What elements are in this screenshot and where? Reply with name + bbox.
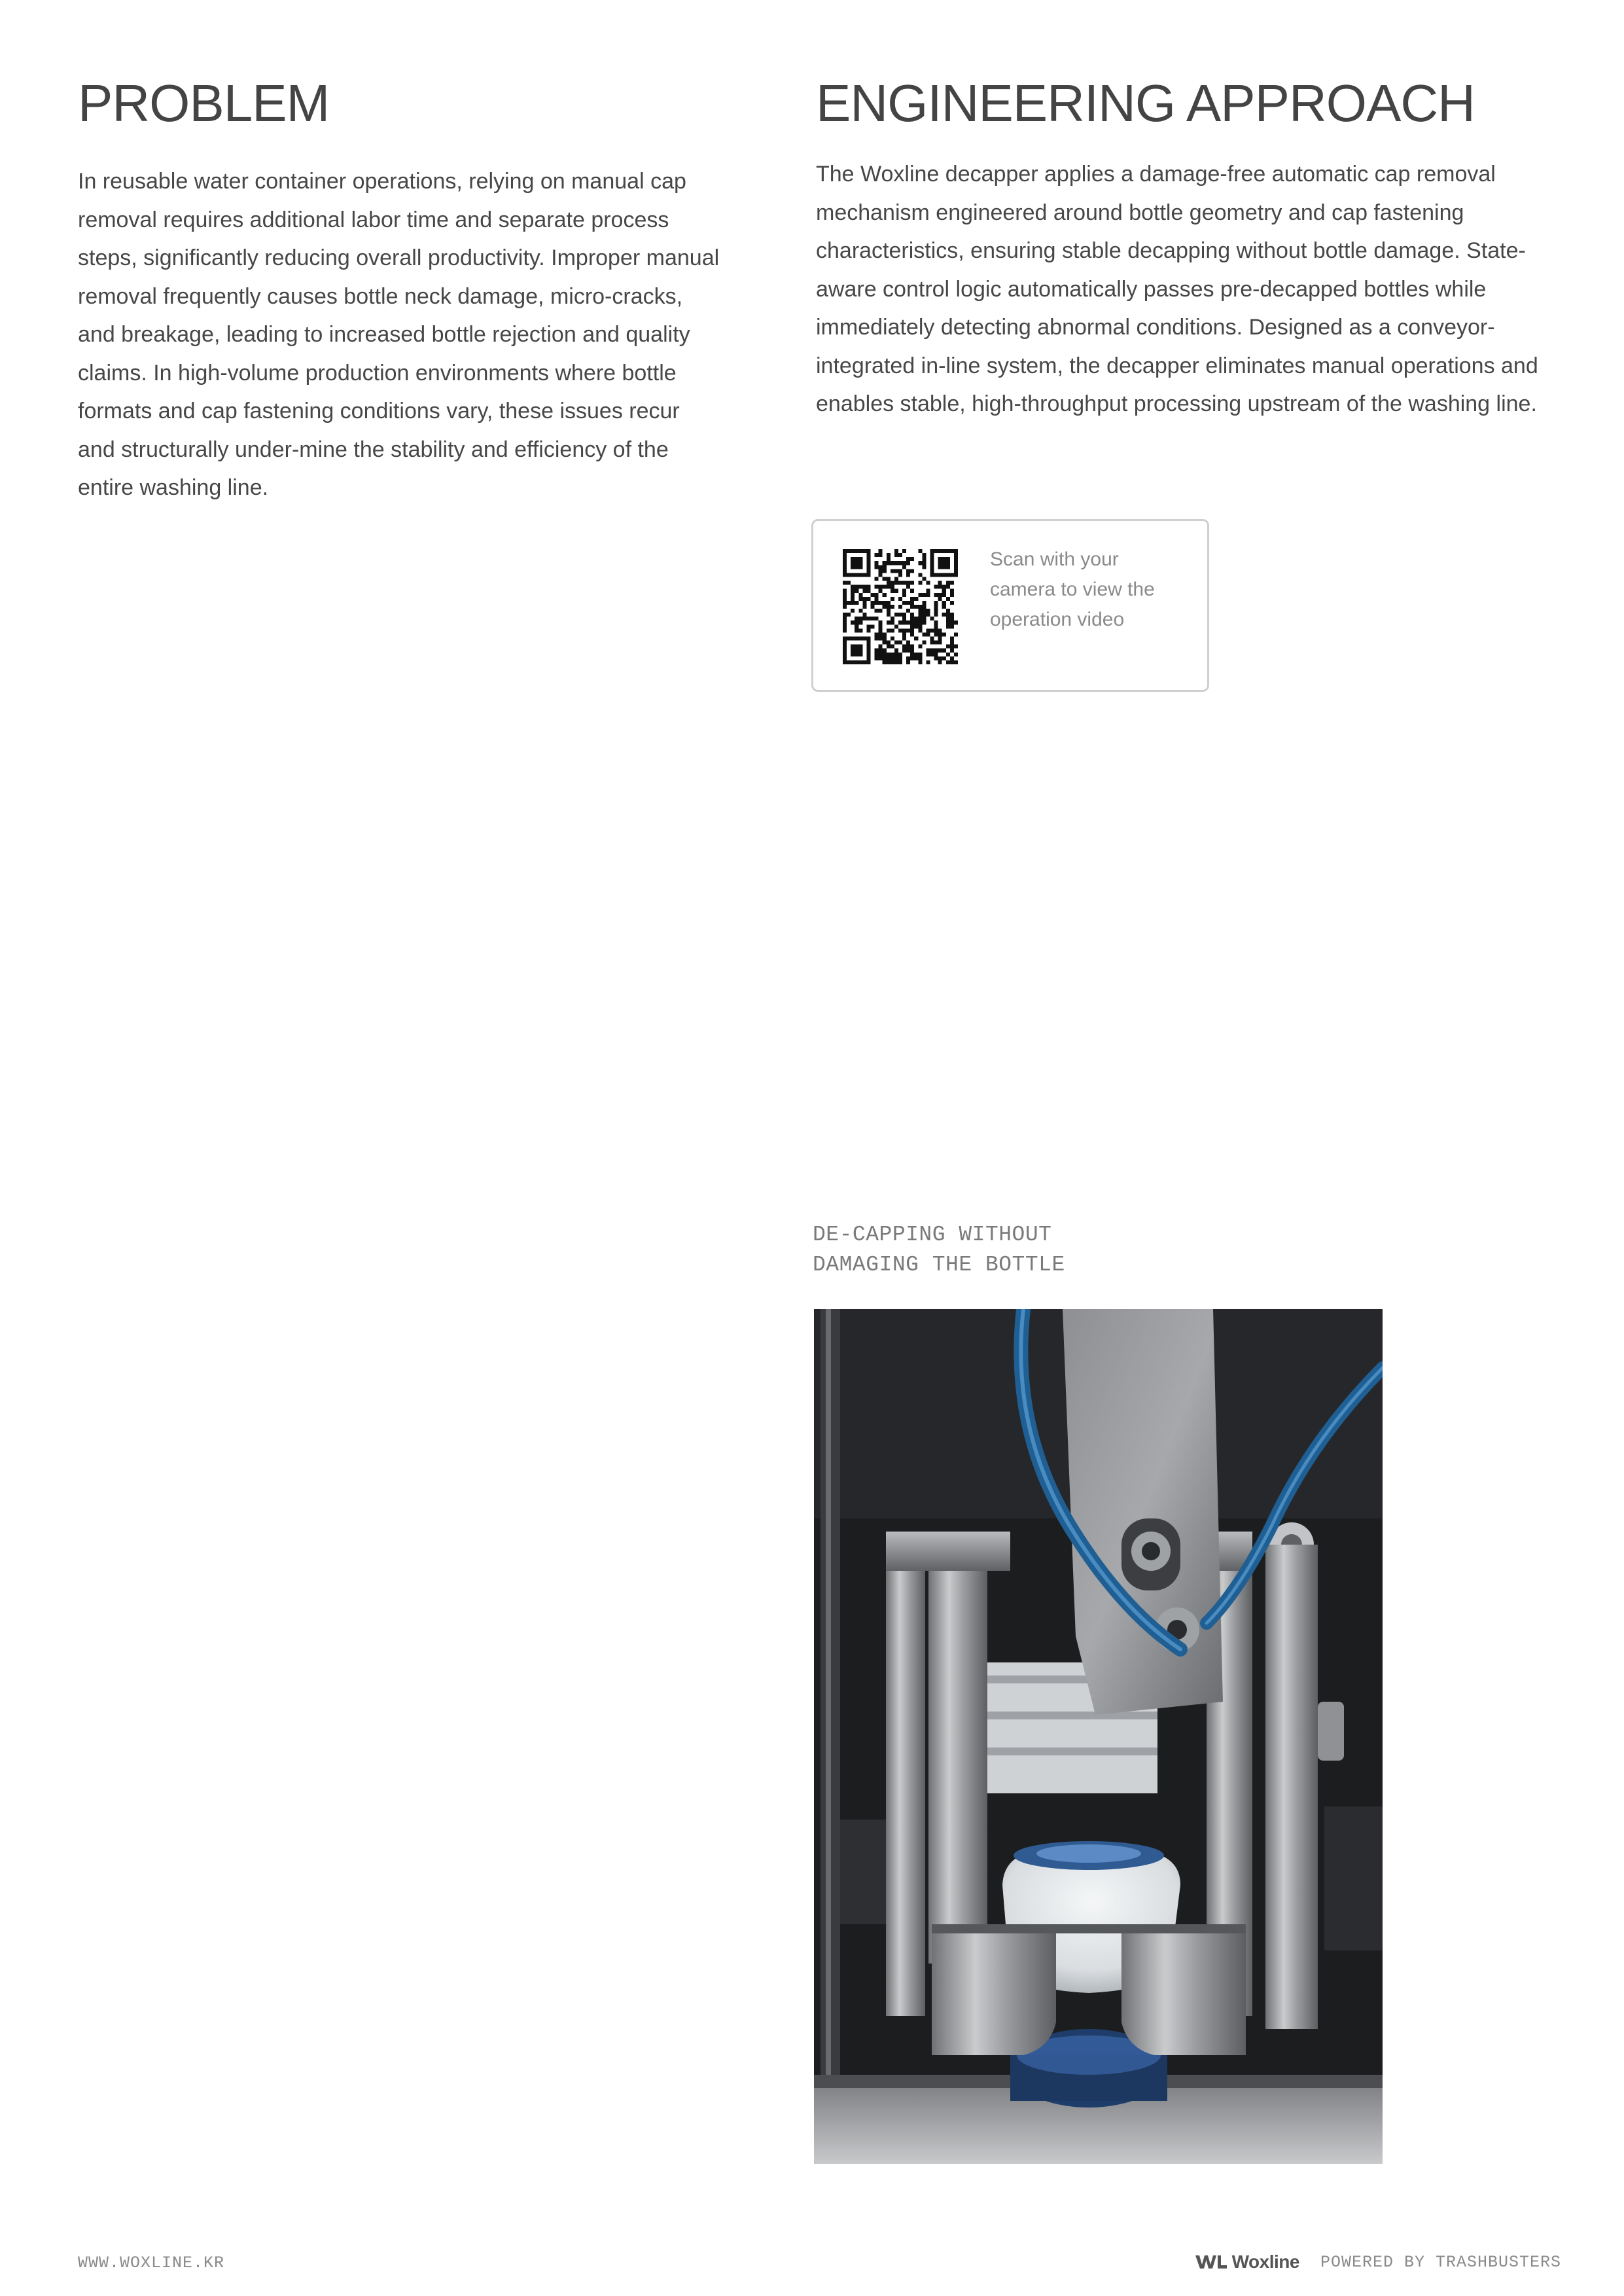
photo-caption bbox=[813, 1220, 1065, 1280]
qr-instruction: Scan with your camera to view the operation video bbox=[990, 548, 1155, 630]
caption-line-1: DE-CAPPING WITHOUT bbox=[813, 1223, 1052, 1247]
footer-brand bbox=[1195, 2251, 1299, 2272]
powered-by: POWERED BY TRASHBUSTERS bbox=[1320, 2252, 1561, 2272]
problem-body: In reusable water container operations, relying on manual cap removal requires additional labor time and separate process steps, significantly reducing overall productivity. Improper manual removal frequently causes bottle neck damage, micro-cracks, and breakage, leading to increased bottle rejection and quality claims. In high-volume production environments where bottle formats and cap fastening conditions vary, these issues recur and structurally under-mine the stability and efficiency of the entire washing line. bbox=[78, 169, 720, 500]
qr-card[interactable] bbox=[811, 519, 1209, 692]
decapper-photo bbox=[814, 1309, 1383, 2164]
qr-code-icon[interactable] bbox=[843, 549, 958, 664]
footer-right bbox=[1195, 2249, 1561, 2275]
approach-body: The Woxline decapper applies a damage-free automatic cap removal mechanism engineered around bottle geometry and cap fastening characteristics, ensuring stable decapping without bottle damage. State-aware control logic automatically passes pre-decapped bottles while immediately detecting abnormal conditions. Designed as a conveyor-integrated in-line system, the decapper eliminates manual operations and enables stable, high-throughput processing upstream of the washing line. bbox=[816, 162, 1538, 416]
caption-line-2: DAMAGING THE BOTTLE bbox=[813, 1253, 1065, 1277]
footer-url[interactable]: WWW.WOXLINE.KR bbox=[78, 2253, 225, 2272]
problem-heading: PROBLEM bbox=[78, 74, 330, 132]
approach-heading: ENGINEERING APPROACH bbox=[816, 74, 1475, 132]
footer-brand-name: Woxline bbox=[1231, 2251, 1299, 2272]
woxline-logo-icon bbox=[1195, 2254, 1227, 2270]
